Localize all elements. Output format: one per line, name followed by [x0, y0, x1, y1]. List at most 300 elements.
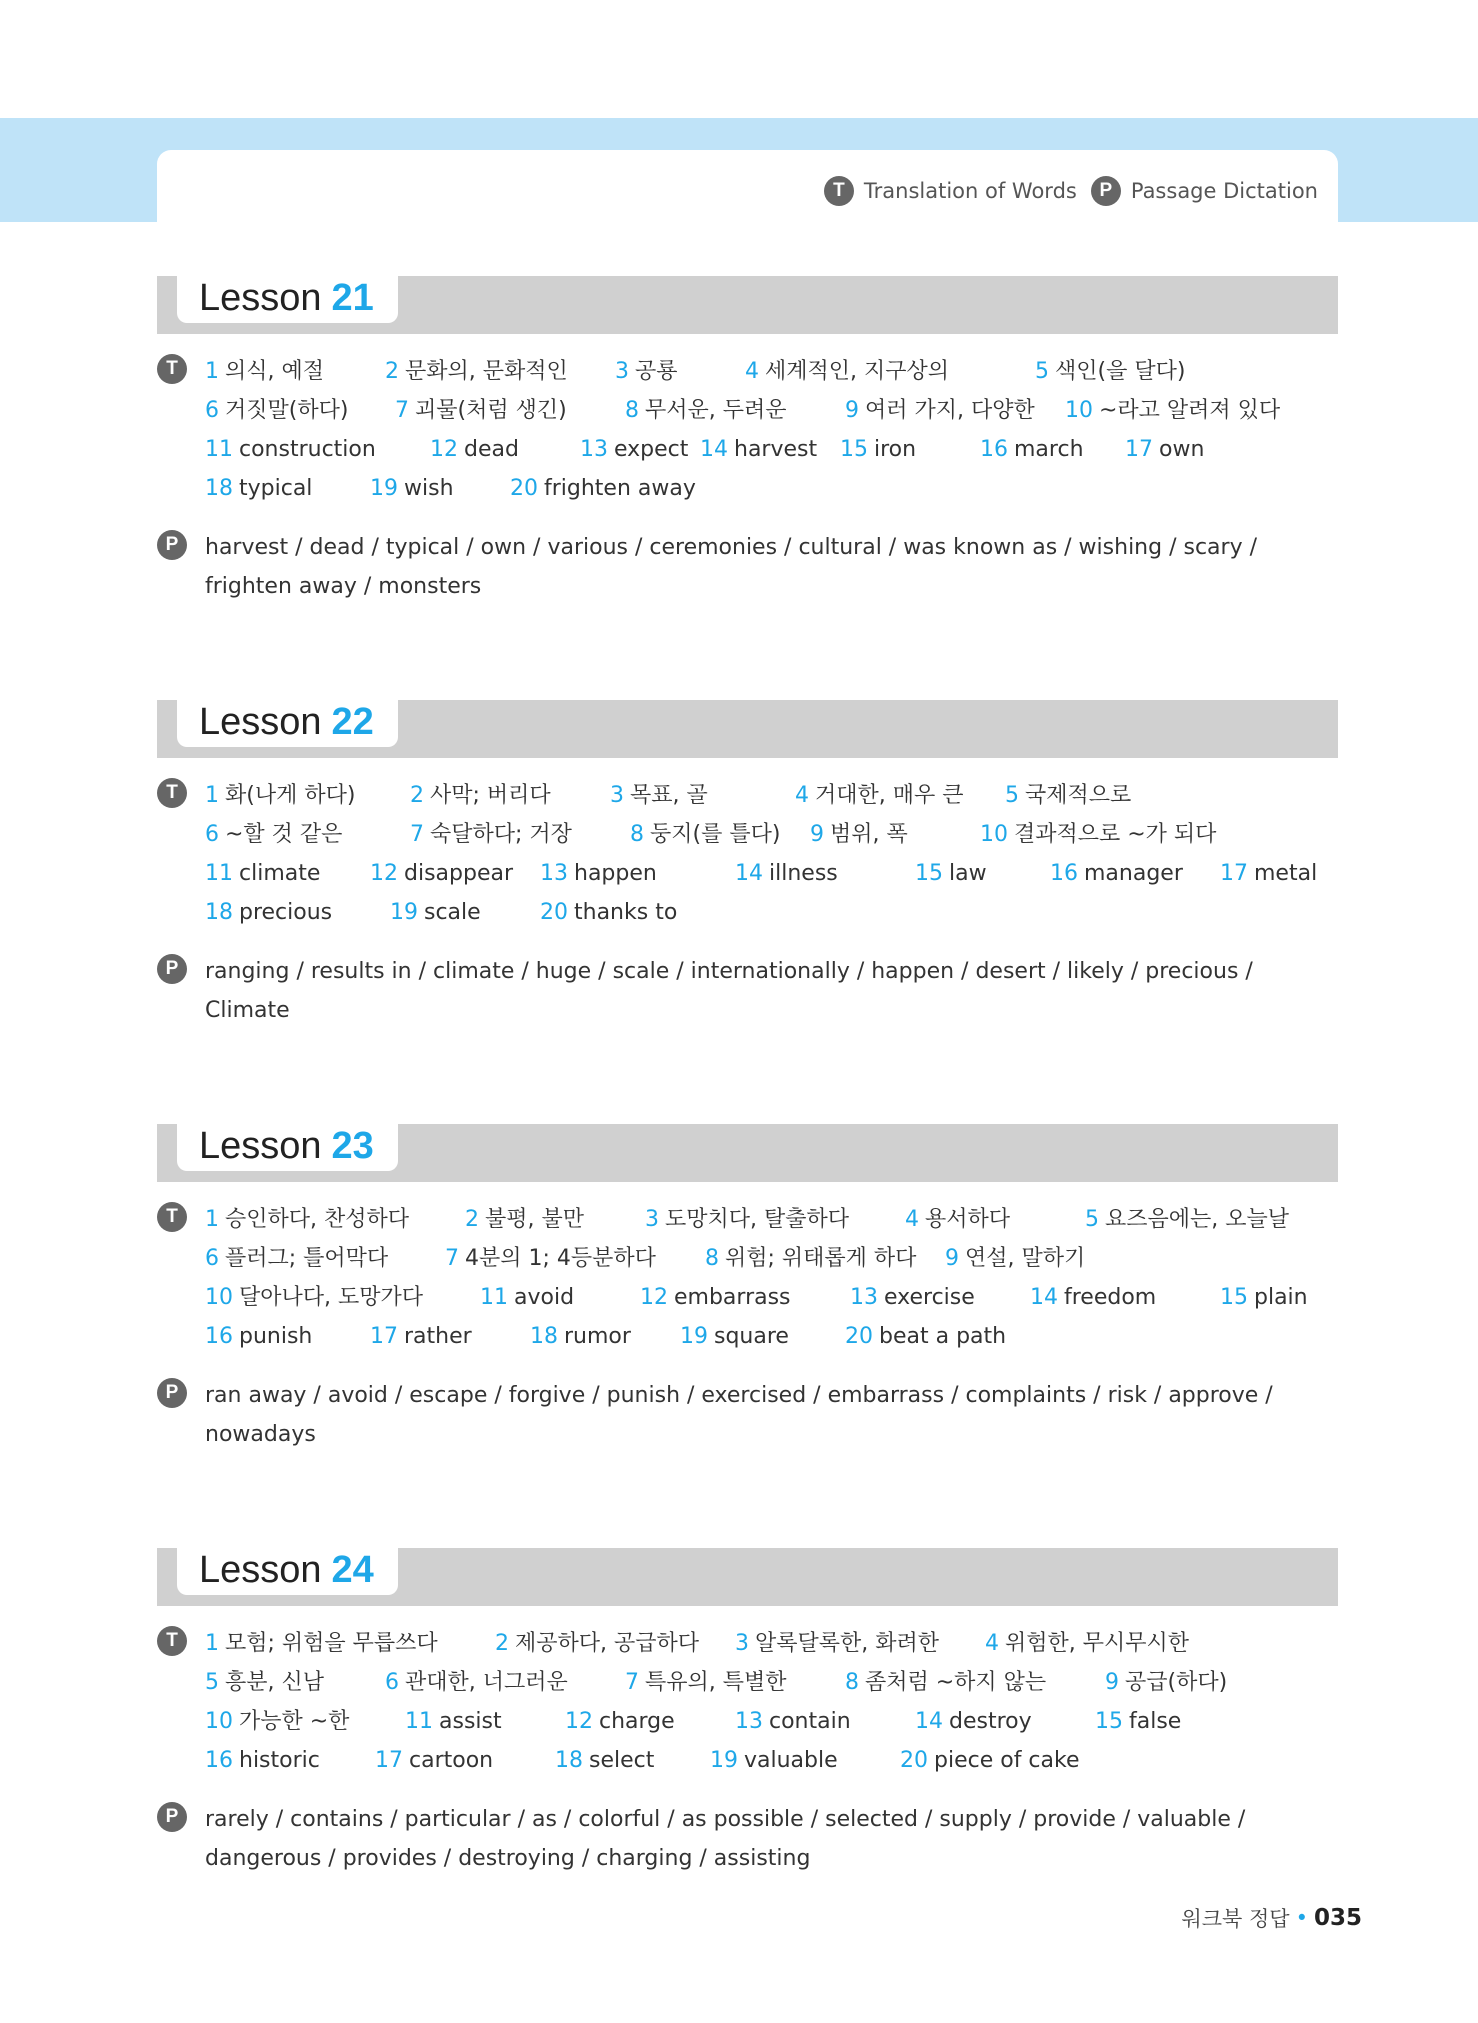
word-item: [705, 1239, 945, 1278]
translation-block: [157, 1624, 1338, 1780]
word-item: [915, 1702, 1095, 1741]
word-row: [205, 1278, 1338, 1317]
dictation-answers: ran away / avoid / escape / forgive / punish / exercised / embarrass / complaints / risk / approve / nowadays: [205, 1383, 1273, 1447]
dictation-answers: ranging / results in / climate / huge / scale / internationally / happen / desert / likely / precious / Climate: [205, 959, 1253, 1023]
word-item: [540, 893, 677, 932]
word-item: [370, 469, 510, 508]
word-item: [205, 1741, 375, 1780]
word-number: 3: [735, 1631, 749, 1656]
word-number: 7: [395, 398, 409, 423]
word-item: [1125, 430, 1204, 469]
word-number: 15: [915, 861, 943, 886]
word-number: 1: [205, 1631, 219, 1656]
word-row: [205, 391, 1338, 430]
word-meaning: freedom: [1064, 1285, 1157, 1310]
legend-translation: [824, 176, 1077, 206]
lesson-title: [177, 697, 398, 747]
word-number: 19: [710, 1748, 738, 1773]
word-item: [630, 815, 810, 854]
p-badge-icon: P: [157, 530, 187, 560]
word-meaning: 거짓말(하다): [225, 398, 349, 423]
word-meaning: wish: [404, 476, 454, 501]
word-item: [205, 391, 395, 430]
word-meaning: own: [1159, 437, 1205, 462]
word-row: [205, 776, 1338, 815]
word-meaning: metal: [1254, 861, 1318, 886]
word-meaning: 공급(하다): [1125, 1670, 1228, 1695]
word-meaning: 세계적인, 지구상의: [765, 359, 950, 384]
word-meaning: beat a path: [879, 1324, 1007, 1349]
word-number: 8: [625, 398, 639, 423]
word-meaning: 흥분, 신남: [225, 1670, 324, 1695]
word-row: [205, 1741, 1338, 1780]
word-item: [495, 1624, 735, 1663]
lesson-section: [157, 276, 1338, 606]
word-item: [205, 776, 410, 815]
word-number: 4: [795, 783, 809, 808]
word-meaning: 특유의, 특별한: [645, 1670, 787, 1695]
word-number: 2: [385, 359, 399, 384]
word-meaning: 공룡: [635, 359, 678, 384]
word-number: 10: [205, 1285, 233, 1310]
lesson-section: [157, 1124, 1338, 1454]
word-item: [640, 1278, 850, 1317]
translation-block: [157, 776, 1338, 932]
word-number: 20: [900, 1748, 928, 1773]
lesson-header: [157, 1124, 1338, 1182]
word-number: 12: [430, 437, 458, 462]
word-meaning: 문화의, 문화적인: [405, 359, 568, 384]
word-meaning: march: [1014, 437, 1084, 462]
word-meaning: 여러 가지, 다양한: [865, 398, 1035, 423]
word-meaning: law: [949, 861, 987, 886]
word-meaning: destroy: [949, 1709, 1032, 1734]
word-meaning: avoid: [514, 1285, 575, 1310]
word-meaning: ~라고 알려져 있다: [1099, 398, 1281, 423]
word-number: 4: [905, 1207, 919, 1232]
word-list: [205, 776, 1338, 932]
word-item: [810, 815, 980, 854]
word-number: 18: [555, 1748, 583, 1773]
p-badge-icon: P: [157, 1378, 187, 1408]
lesson-section: [157, 1548, 1338, 1878]
word-number: 9: [810, 822, 824, 847]
word-item: [1220, 854, 1317, 893]
word-number: 7: [410, 822, 424, 847]
word-meaning: assist: [439, 1709, 502, 1734]
word-item: [390, 893, 540, 932]
word-meaning: frighten away: [544, 476, 696, 501]
word-number: 16: [1050, 861, 1078, 886]
word-item: [845, 1317, 1006, 1356]
lesson-word: Lesson: [199, 701, 322, 743]
word-item: [370, 854, 540, 893]
word-meaning: valuable: [744, 1748, 838, 1773]
word-item: [710, 1741, 900, 1780]
word-list: [205, 1624, 1338, 1780]
word-item: [625, 1663, 845, 1702]
word-item: [850, 1278, 1030, 1317]
word-item: [445, 1239, 705, 1278]
word-number: 3: [610, 783, 624, 808]
word-number: 19: [390, 900, 418, 925]
t-badge-icon: T: [157, 1202, 187, 1232]
word-meaning: 가능한 ~한: [239, 1709, 350, 1734]
word-meaning: 플러그; 틀어막다: [225, 1246, 389, 1271]
word-meaning: 좀처럼 ~하지 않는: [865, 1670, 1047, 1695]
word-number: 3: [615, 359, 629, 384]
word-meaning: 위험한, 무시무시한: [1005, 1631, 1190, 1656]
word-item: [1005, 776, 1131, 815]
t-badge-icon: T: [157, 354, 187, 384]
word-item: [900, 1741, 1080, 1780]
word-number: 5: [1085, 1207, 1099, 1232]
word-item: [480, 1278, 640, 1317]
word-item: [735, 1624, 985, 1663]
word-item: [205, 352, 385, 391]
word-number: 16: [980, 437, 1008, 462]
word-item: [205, 854, 370, 893]
word-meaning: 숙달하다; 거장: [430, 822, 572, 847]
word-number: 11: [480, 1285, 508, 1310]
word-item: [1085, 1200, 1289, 1239]
word-item: [735, 1702, 915, 1741]
lesson-number: 24: [331, 1549, 374, 1591]
word-row: [205, 1663, 1338, 1702]
word-item: [580, 430, 700, 469]
dictation-answers: rarely / contains / particular / as / colorful / as possible / selected / supply / provide / valuable / dangerous / provides / destroying / charging / assisting: [205, 1807, 1246, 1871]
word-number: 9: [845, 398, 859, 423]
word-number: 14: [1030, 1285, 1058, 1310]
word-number: 3: [645, 1207, 659, 1232]
word-number: 17: [1220, 861, 1248, 886]
t-badge-icon: T: [157, 1626, 187, 1656]
lesson-number: 23: [331, 1125, 374, 1167]
word-item: [205, 1239, 445, 1278]
word-meaning: harvest: [734, 437, 818, 462]
legend-dictation-label: Passage Dictation: [1130, 179, 1318, 203]
word-number: 6: [205, 822, 219, 847]
word-meaning: climate: [239, 861, 321, 886]
word-number: 18: [530, 1324, 558, 1349]
word-meaning: typical: [239, 476, 313, 501]
word-item: [465, 1200, 645, 1239]
translation-block: [157, 1200, 1338, 1356]
word-number: 16: [205, 1324, 233, 1349]
word-item: [395, 391, 625, 430]
word-item: [205, 469, 370, 508]
word-number: 17: [370, 1324, 398, 1349]
word-item: [1065, 391, 1280, 430]
word-meaning: charge: [599, 1709, 675, 1734]
word-meaning: 승인하다, 찬성하다: [225, 1207, 410, 1232]
word-number: 11: [405, 1709, 433, 1734]
word-number: 10: [205, 1709, 233, 1734]
word-number: 16: [205, 1748, 233, 1773]
word-number: 1: [205, 1207, 219, 1232]
dictation-answers: harvest / dead / typical / own / various / ceremonies / cultural / was known as / wishing / scary / frighten away / monsters: [205, 535, 1257, 599]
word-number: 4: [745, 359, 759, 384]
word-number: 12: [370, 861, 398, 886]
word-item: [410, 776, 610, 815]
lesson-number: 22: [331, 701, 374, 743]
p-badge-icon: P: [157, 1802, 187, 1832]
word-item: [205, 1663, 385, 1702]
word-number: 9: [945, 1246, 959, 1271]
word-item: [375, 1741, 555, 1780]
lesson-word: Lesson: [199, 277, 322, 319]
word-number: 17: [1125, 437, 1153, 462]
word-number: 12: [565, 1709, 593, 1734]
word-number: 17: [375, 1748, 403, 1773]
word-meaning: 관대한, 너그러운: [405, 1670, 568, 1695]
p-badge-icon: P: [1091, 176, 1121, 206]
word-item: [915, 854, 1050, 893]
word-number: 13: [580, 437, 608, 462]
word-item: [430, 430, 580, 469]
word-meaning: 의식, 예절: [225, 359, 324, 384]
word-item: [625, 391, 845, 430]
word-number: 2: [410, 783, 424, 808]
word-meaning: disappear: [404, 861, 514, 886]
word-meaning: 제공하다, 공급하다: [515, 1631, 700, 1656]
word-meaning: manager: [1084, 861, 1183, 886]
lesson-header: [157, 1548, 1338, 1606]
word-item: [205, 1702, 405, 1741]
word-number: 18: [205, 476, 233, 501]
word-number: 13: [850, 1285, 878, 1310]
word-item: [1095, 1702, 1181, 1741]
word-item: [905, 1200, 1085, 1239]
word-meaning: exercise: [884, 1285, 975, 1310]
word-row: [205, 1239, 1338, 1278]
word-item: [205, 1200, 465, 1239]
word-number: 18: [205, 900, 233, 925]
dictation-block: [157, 1376, 1338, 1454]
word-number: 6: [205, 1246, 219, 1271]
word-row: [205, 469, 1338, 508]
word-item: [1035, 352, 1185, 391]
word-item: [745, 352, 1035, 391]
word-number: 8: [705, 1246, 719, 1271]
word-meaning: 용서하다: [925, 1207, 1011, 1232]
word-meaning: select: [589, 1748, 655, 1773]
word-number: 5: [1005, 783, 1019, 808]
word-row: [205, 1317, 1338, 1356]
word-number: 10: [980, 822, 1008, 847]
word-meaning: historic: [239, 1748, 320, 1773]
word-meaning: iron: [874, 437, 917, 462]
word-list: [205, 352, 1338, 508]
word-item: [205, 1278, 480, 1317]
lesson-number: 21: [331, 277, 374, 319]
word-meaning: 사막; 버리다: [430, 783, 551, 808]
word-number: 15: [1095, 1709, 1123, 1734]
word-number: 13: [540, 861, 568, 886]
word-number: 1: [205, 359, 219, 384]
word-meaning: 둥지(를 틀다): [650, 822, 781, 847]
word-item: [945, 1239, 1085, 1278]
footer-label: 워크북 정답: [1181, 1907, 1290, 1931]
word-number: 13: [735, 1709, 763, 1734]
word-item: [1030, 1278, 1220, 1317]
word-item: [385, 1663, 625, 1702]
word-item: [205, 430, 430, 469]
word-number: 6: [385, 1670, 399, 1695]
lesson-word: Lesson: [199, 1125, 322, 1167]
word-item: [405, 1702, 565, 1741]
word-number: 14: [735, 861, 763, 886]
word-row: [205, 1702, 1338, 1741]
t-badge-icon: T: [157, 778, 187, 808]
t-badge-icon: T: [824, 176, 854, 206]
word-item: [980, 815, 1216, 854]
word-number: 15: [1220, 1285, 1248, 1310]
translation-block: [157, 352, 1338, 508]
word-number: 6: [205, 398, 219, 423]
word-meaning: 요즈음에는, 오늘날: [1105, 1207, 1290, 1232]
word-number: 20: [845, 1324, 873, 1349]
word-meaning: 모험; 위험을 무릅쓰다: [225, 1631, 438, 1656]
word-number: 7: [445, 1246, 459, 1271]
word-meaning: contain: [769, 1709, 851, 1734]
legend: [824, 176, 1318, 206]
word-item: [795, 776, 1005, 815]
word-meaning: rather: [404, 1324, 472, 1349]
word-meaning: 색인(을 달다): [1055, 359, 1186, 384]
word-meaning: 달아나다, 도망가다: [239, 1285, 424, 1310]
word-number: 19: [370, 476, 398, 501]
dictation-block: [157, 528, 1338, 606]
word-item: [980, 430, 1125, 469]
word-row: [205, 1624, 1338, 1663]
word-meaning: false: [1129, 1709, 1182, 1734]
word-number: 9: [1105, 1670, 1119, 1695]
word-number: 2: [495, 1631, 509, 1656]
word-row: [205, 352, 1338, 391]
word-number: 1: [205, 783, 219, 808]
word-meaning: cartoon: [409, 1748, 494, 1773]
word-item: [845, 1663, 1105, 1702]
word-row: [205, 893, 1338, 932]
word-item: [645, 1200, 905, 1239]
word-item: [735, 854, 915, 893]
word-number: 8: [630, 822, 644, 847]
word-meaning: piece of cake: [934, 1748, 1080, 1773]
word-meaning: ~할 것 같은: [225, 822, 343, 847]
word-number: 4: [985, 1631, 999, 1656]
word-item: [370, 1317, 530, 1356]
lesson-header: [157, 700, 1338, 758]
word-meaning: illness: [769, 861, 838, 886]
word-meaning: expect: [614, 437, 689, 462]
word-meaning: embarrass: [674, 1285, 791, 1310]
word-number: 20: [510, 476, 538, 501]
word-item: [1050, 854, 1220, 893]
legend-translation-label: Translation of Words: [863, 179, 1077, 203]
word-item: [700, 430, 840, 469]
word-meaning: 연설, 말하기: [965, 1246, 1086, 1271]
word-meaning: 결과적으로 ~가 되다: [1014, 822, 1217, 847]
word-meaning: rumor: [564, 1324, 631, 1349]
word-meaning: 국제적으로: [1025, 783, 1132, 808]
footer-dot: •: [1295, 1906, 1308, 1930]
lesson-title: [177, 273, 398, 323]
word-item: [385, 352, 615, 391]
word-item: [205, 893, 390, 932]
legend-dictation: [1091, 176, 1318, 206]
word-number: 5: [1035, 359, 1049, 384]
dictation-block: [157, 952, 1338, 1030]
word-item: [530, 1317, 680, 1356]
word-item: [410, 815, 630, 854]
page-number: 035: [1313, 1905, 1362, 1931]
word-number: 11: [205, 861, 233, 886]
word-meaning: 범위, 폭: [830, 822, 908, 847]
word-item: [540, 854, 735, 893]
word-number: 14: [700, 437, 728, 462]
word-number: 19: [680, 1324, 708, 1349]
page-footer: [1181, 1903, 1362, 1933]
word-item: [510, 469, 696, 508]
word-row: [205, 854, 1338, 893]
word-number: 11: [205, 437, 233, 462]
word-item: [205, 1624, 495, 1663]
word-meaning: 무서운, 두려운: [645, 398, 787, 423]
word-meaning: punish: [239, 1324, 313, 1349]
word-item: [610, 776, 795, 815]
word-number: 5: [205, 1670, 219, 1695]
word-meaning: dead: [464, 437, 519, 462]
word-meaning: happen: [574, 861, 657, 886]
word-number: 12: [640, 1285, 668, 1310]
word-meaning: 불평, 불만: [485, 1207, 584, 1232]
word-meaning: plain: [1254, 1285, 1308, 1310]
lesson-title: [177, 1121, 398, 1171]
word-row: [205, 1200, 1338, 1239]
word-item: [555, 1741, 710, 1780]
word-item: [840, 430, 980, 469]
word-number: 15: [840, 437, 868, 462]
word-meaning: 거대한, 매우 큰: [815, 783, 964, 808]
word-meaning: 위험; 위태롭게 하다: [725, 1246, 917, 1271]
word-number: 14: [915, 1709, 943, 1734]
word-number: 20: [540, 900, 568, 925]
word-meaning: thanks to: [574, 900, 678, 925]
word-meaning: 4분의 1; 4등분하다: [465, 1246, 656, 1271]
word-meaning: scale: [424, 900, 481, 925]
p-badge-icon: P: [157, 954, 187, 984]
word-meaning: 화(나게 하다): [225, 783, 356, 808]
lesson-word: Lesson: [199, 1549, 322, 1591]
word-list: [205, 1200, 1338, 1356]
word-number: 7: [625, 1670, 639, 1695]
word-item: [845, 391, 1065, 430]
dictation-block: [157, 1800, 1338, 1878]
word-item: [985, 1624, 1189, 1663]
word-number: 2: [465, 1207, 479, 1232]
word-item: [565, 1702, 735, 1741]
word-meaning: 알록달록한, 화려한: [755, 1631, 940, 1656]
word-number: 8: [845, 1670, 859, 1695]
word-meaning: 도망치다, 탈출하다: [665, 1207, 850, 1232]
word-meaning: construction: [239, 437, 376, 462]
word-row: [205, 815, 1338, 854]
word-item: [205, 815, 410, 854]
word-meaning: 괴물(처럼 생긴): [415, 398, 567, 423]
word-item: [615, 352, 745, 391]
lesson-header: [157, 276, 1338, 334]
